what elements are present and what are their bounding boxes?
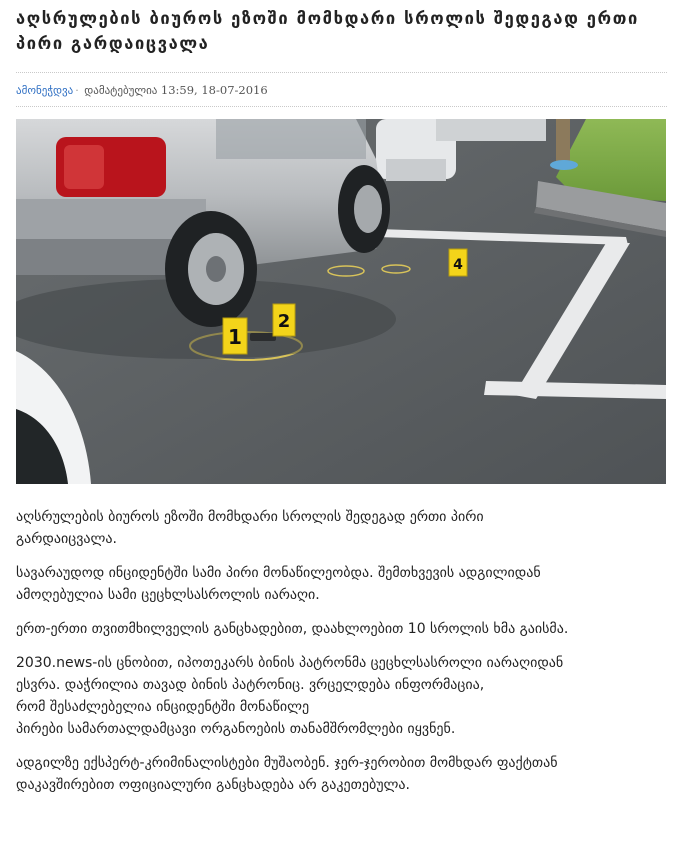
updated-label: დამატებულია <box>84 84 158 97</box>
paragraph <box>16 752 667 796</box>
article-photo <box>16 119 666 484</box>
article-title: აღსრულების ბიუროს ეზოში მომხდარი სროლის შედეგად ერთი პირი გარდაიცვალა <box>16 9 639 53</box>
meta-divider-bottom <box>16 106 667 107</box>
evidence-marker-1: 1 <box>228 325 242 349</box>
paragraph-line: აღსრულების ბიუროს ეზოში მომხდარი სროლის შედეგად ერთი პირი <box>16 509 484 525</box>
paragraph-line: პირები სამართალდამცავი ორგანოების თანამშრომლები იყვნენ. <box>16 721 456 737</box>
crime-scene-photo <box>16 119 666 484</box>
paragraph-line: ამოღებულია სამი ცეცხლსასროლის იარაღი. <box>16 587 320 603</box>
paragraph-line: გარდაიცვალა. <box>16 531 117 547</box>
meta-separator: · <box>75 84 79 97</box>
paragraph-line: ადგილზე ექსპერტ-კრიმინალისტები მუშაობენ. ჯერ-ჯერობით მომხდარ ფაქტთან <box>16 755 558 771</box>
paragraph <box>16 562 667 606</box>
publish-datetime: 13:59, 18-07-2016 <box>160 83 268 97</box>
article <box>16 0 667 793</box>
paragraph-line: რომ შესაძლებელია ინციდენტში მონაწილე <box>16 699 310 715</box>
category-link[interactable]: ამონეჭდვა <box>16 84 74 97</box>
evidence-marker-2: 2 <box>277 311 291 332</box>
paragraph <box>16 506 667 550</box>
paragraph-line: დაკავშირებით ოფიციალური განცხადება არ გაკეთებულა. <box>16 777 410 793</box>
paragraph-line: ერთ-ერთი თვითმხილველის განცხადებით, დაახლოებით 10 სროლის ხმა გაისმა. <box>16 621 569 637</box>
article-body <box>16 506 667 808</box>
paragraph-line: 2030.news-ის ცნობით, იპოთეკარს ბინის პატრონმა ცეცხლსასროლი იარაღიდან <box>16 655 564 671</box>
evidence-marker-4: 4 <box>453 257 463 273</box>
paragraph-line: ესვრა. დაჭრილია თავად ბინის პატრონიც. ვრცელდება ინფორმაცია, <box>16 677 485 693</box>
paragraph-line: სავარაუდოდ ინციდენტში სამი პირი მონაწილეობდა. შემთხვევის ადგილიდან <box>16 565 541 581</box>
meta-divider-top <box>16 72 667 73</box>
paragraph <box>16 618 667 640</box>
article-meta <box>16 82 268 99</box>
paragraph <box>16 652 667 740</box>
